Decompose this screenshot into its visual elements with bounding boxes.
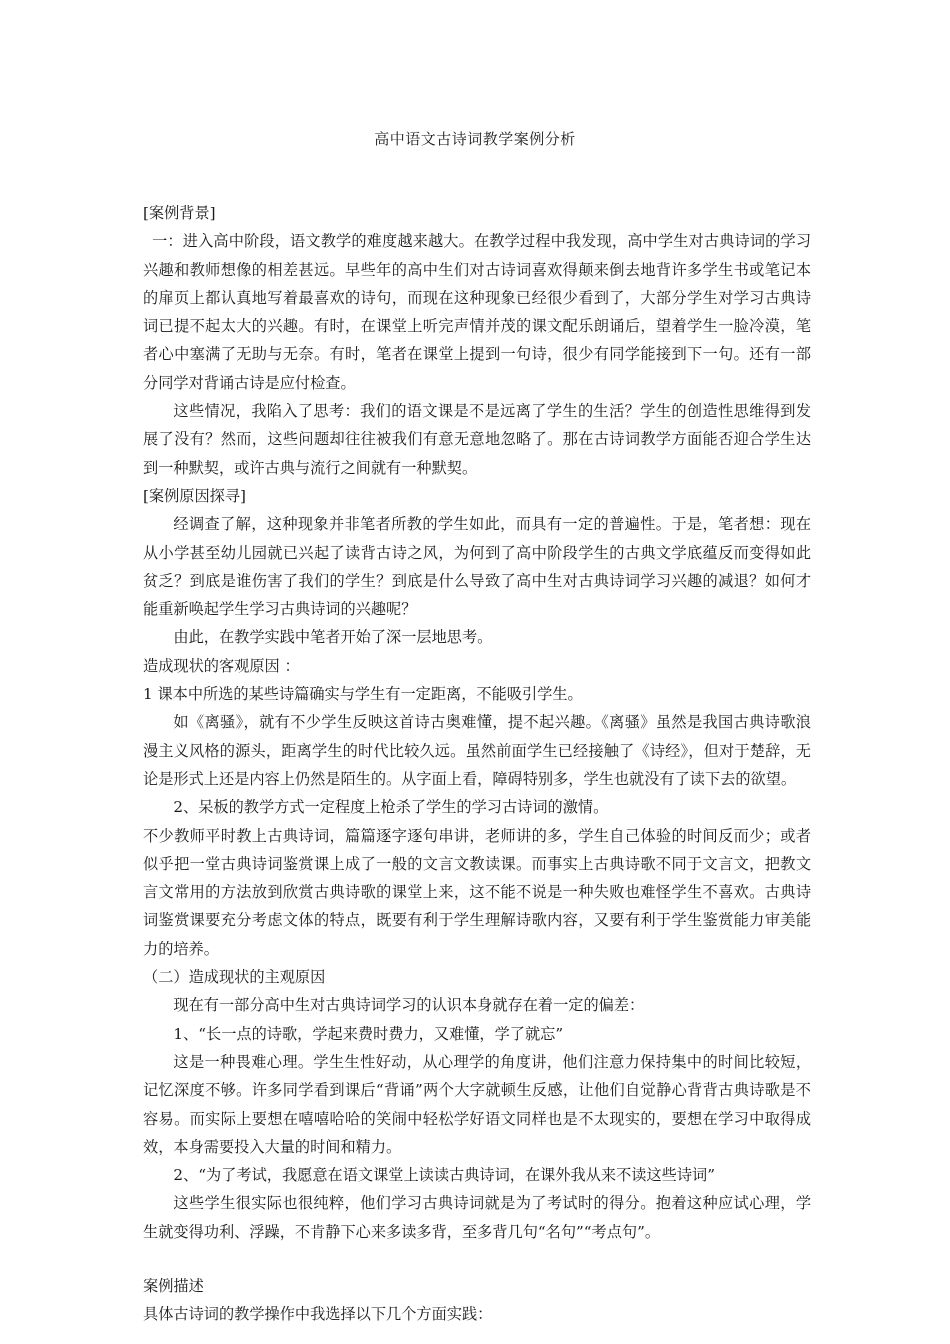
blank-line [143,1246,811,1272]
document-body [143,199,811,1329]
list-item-subjective-1: 1、“长一点的诗歌，学起来费时费力，又难懂，学了就忘” [173,1024,564,1043]
paragraph-reflection: 这些情况，我陷入了思考：我们的语文课是不是远离了学生的生活？学生的创造性思维得到发展了没有？然而，这些问题却往往被我们有意无意地忽略了。那在古诗词教学方面能否迎合学生达到一种默契，或许古典与流行之间就有一种默契。 [143,402,811,477]
paragraph-background-intro: 一：进入高中阶段，语文教学的难度越来越大。在教学过程中我发现，高中学生对古典诗词的学习兴趣和教师想像的相差甚远。早些年的高中生们对古诗词喜欢得颠来倒去地背许多学生书或笔记本的扉页上都认真地写着最喜欢的诗句，而现在这种现象已经很少看到了，大部分学生对学习古典诗词已提不起太大的兴趣。有时，在课堂上听完声情并茂的课文配乐朗诵后，望着学生一脸冷漠，笔者心中塞满了无助与无奈。有时，笔者在课堂上提到一句诗，很少有同学能接到下一句。还有一部分同学对背诵古诗是应付检查。 [143,232,811,392]
paragraph-fear-psychology: 这是一种畏难心理。学生生性好动，从心理学的角度讲，他们注意力保持集中的时间比较短，记忆深度不够。许多同学看到课后“背诵”两个大字就顿生反感，让他们自觉静心背背古典诗歌是不容易。而实际上要想在嘻嘻哈哈的笑闹中轻松学好语文同样也是不太现实的，要想在学习中取得成效，本身需要投入大量的时间和精力。 [143,1052,811,1156]
paragraph-investigation: 经调查了解，这种现象并非笔者所教的学生如此，而具有一定的普遍性。于是，笔者想：现在从小学甚至幼儿园就已兴起了读背古诗之风，为何到了高中阶段学生的古典文学底蕴反而变得如此贫乏？到底是谁伤害了我们的学生？到底是什么导致了高中生对古典诗词学习兴趣的减退？如何才能重新唤起学生学习古典诗词的兴趣呢？ [143,515,811,619]
list-item-subjective-2: 2、“为了考试，我愿意在语文课堂上读读古典诗词，在课外我从来不读这些诗词” [173,1166,715,1185]
subheading-objective-causes: 造成现状的客观原因 ： [143,656,300,675]
paragraph-teaching-method: 不少教师平时教上古典诗词，篇篇逐字逐句串讲，老师讲的多，学生自己体验的时间反而少；或者似乎把一堂古典诗词鉴赏课上成了一般的文言文教读课。而事实上古典诗歌不同于文言文，把教文言文常用的方法放到欣赏古典诗歌的课堂上来，这不能不说是一种失败也难怪学生不喜欢。古典诗词鉴赏课要充分考虑文体的特点，既要有利于学生理解诗歌内容，又要有利于学生鉴赏能力审美能力的培养。 [143,826,811,958]
list-item-objective-2: 2、呆板的教学方式一定程度上枪杀了学生的学习古诗词的激情。 [173,798,609,817]
list-item-objective-1: 1 课本中所选的某些诗篇确实与学生有一定距离，不能吸引学生。 [143,685,583,704]
subheading-subjective-causes: （二）造成现状的主观原因 [143,968,326,987]
paragraph-thinking: 由此，在教学实践中笔者开始了深一层地思考。 [173,628,493,647]
document-title: 高中语文古诗词教学案例分析 [374,130,576,148]
section-heading-background: [案例背景] [143,204,216,222]
paragraph-student-bias: 现在有一部分高中生对古典诗词学习的认识本身就存在着一定的偏差： [173,996,645,1015]
paragraph-lisao-example: 如《离骚》，就有不少学生反映这首诗古奥难懂，提不起兴趣。《离骚》虽然是我国古典诗歌浪漫主义风格的源头，距离学生的时代比较久远。虽然前面学生已经接触了《诗经》，但对于楚辞，无论是形式上还是内容上仍然是陌生的。从字面上看，障碍特别多，学生也就没有了读下去的欲望。 [143,713,811,788]
section-heading-causes: [案例原因探寻] [143,486,246,505]
section-heading-description: 案例描述 [143,1276,204,1295]
paragraph-practice-intro: 具体古诗词的教学操作中我选择以下几个方面实践： [143,1305,493,1324]
paragraph-exam-mentality: 这些学生很实际也很纯粹，他们学习古典诗词就是为了考试时的得分。抱着这种应试心理，学生就变得功利、浮躁，不肯静下心来多读多背，至多背几句“名句”“考点句”。 [143,1194,811,1241]
